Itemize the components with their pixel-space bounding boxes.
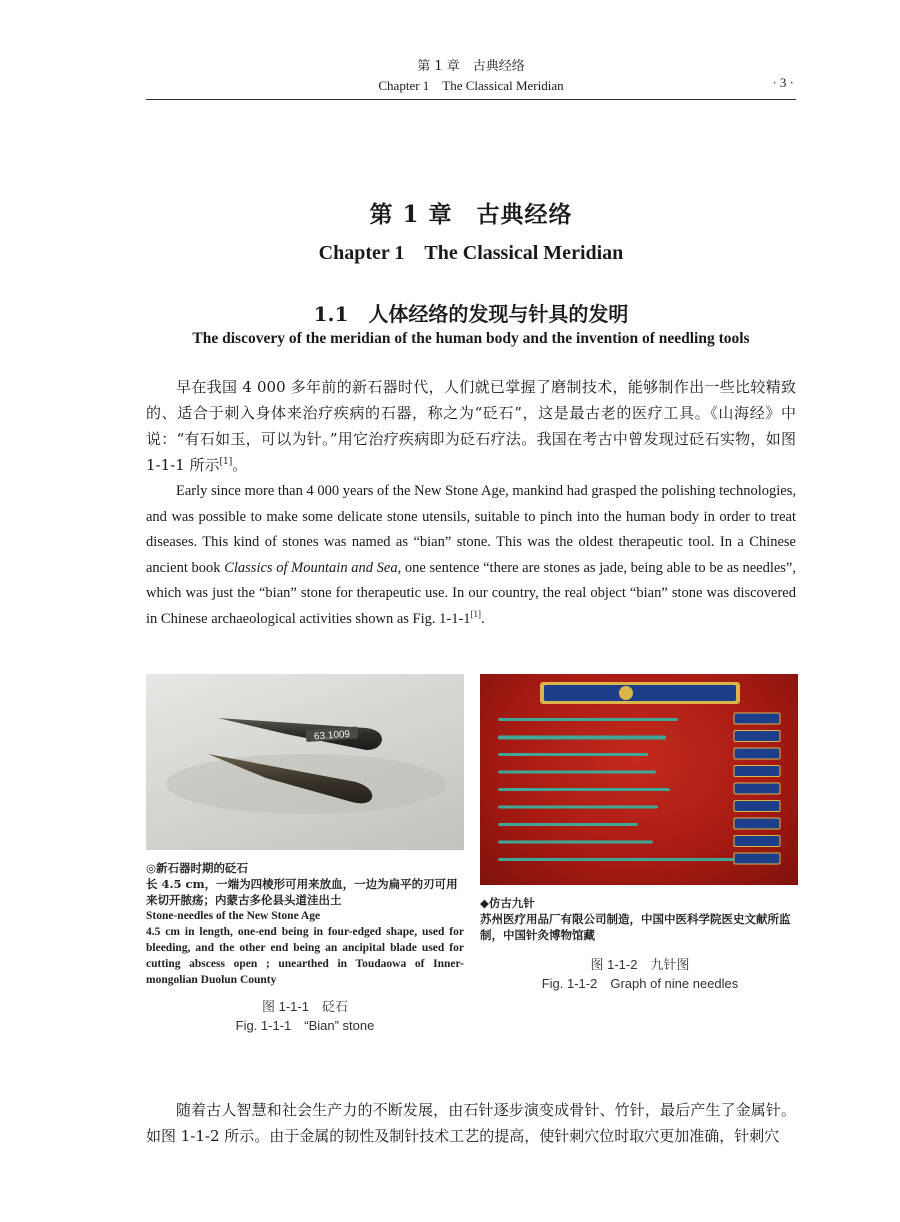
running-header — [146, 55, 796, 100]
needle — [498, 806, 658, 809]
figure2-caption-cn-title: ◆仿古九针 — [480, 896, 535, 910]
needle — [498, 841, 653, 844]
emblem-icon — [619, 686, 633, 700]
nine-needles-photo — [480, 674, 798, 885]
figure1-title-en: Fig. 1-1-1 “Bian” stone — [235, 1018, 375, 1033]
book-title-italic: Classics of Mountain and Sea — [224, 559, 398, 576]
needle-label-plaque — [734, 748, 780, 759]
running-header-chapter-cn: 第 1 章 古典经络 — [417, 59, 525, 74]
paragraph-en-1 — [146, 479, 796, 632]
chapter-title-cn: 第 1 章 古典经络 — [369, 201, 573, 228]
figure2-title-en: Fig. 1-1-2 Graph of nine needles — [541, 976, 739, 991]
figure1-caption-en-body: 4.5 cm in length, one-end being in four-edged shape, used for bleeding, and the other end being an ancipital blade used for cutting abscess open ; unearthed in Toudaowa of Inner-mongolian Duolun County — [146, 926, 464, 986]
needle-label-plaque — [734, 801, 780, 812]
paragraph-cn-2 — [146, 1097, 796, 1149]
needle-label-plaque — [734, 818, 780, 829]
needle-label-plaque — [734, 836, 780, 847]
nine-needles-illustration — [480, 674, 798, 885]
display-title-plaque-inner — [544, 685, 736, 701]
figure2-title-cn: 图 1-1-2 九针图 — [590, 957, 690, 972]
needle-label-plaque — [734, 713, 780, 724]
needle-label-plaque — [734, 731, 780, 742]
needle-label-plaque — [734, 853, 780, 864]
figure1-caption-cn-body: 长 4.5 cm，一端为四棱形可用来放血，一边为扁平的刃可用来切开脓疡；内蒙古多伦县头道洼出土 — [146, 877, 458, 907]
paragraph-en-1-end: . — [481, 610, 485, 627]
citation-ref: [1] — [470, 608, 482, 619]
figure2-caption — [480, 895, 800, 943]
figure1-caption-cn-title: ◎新石器时期的砭石 — [146, 861, 249, 875]
paragraph-en-1-part-a: Early since more than 4 000 years of the New Stone Age, mankind had grasped the polishing technologies, and was possible to make some delicate stone utensils, suitable to pinch into the human body in order to treat diseases. This kind of stones was named as “bian” stone. This was the oldest therapeutic tool. In a Chinese ancient book — [146, 483, 796, 576]
figure2-caption-cn-body: 苏州医疗用品厂有限公司制造，中国中医科学院医史文献所监制，中国针灸博物馆藏 — [480, 912, 791, 942]
page-number: · 3 · — [772, 75, 794, 90]
needle — [498, 823, 638, 826]
running-header-chapter-en: Chapter 1 The Classical Meridian — [378, 78, 564, 93]
section-title-en: The discovery of the meridian of the human body and the invention of needling tools — [192, 330, 750, 347]
citation-ref: [1] — [219, 457, 233, 467]
bian-stone-illustration — [146, 674, 464, 850]
needle — [498, 736, 666, 740]
figure1-caption — [146, 860, 464, 988]
needle — [498, 858, 734, 861]
figure2-title — [480, 955, 800, 993]
needle — [498, 718, 678, 721]
chapter-title-en: Chapter 1 The Classical Meridian — [318, 242, 624, 264]
figure1-title-cn: 图 1-1-1 砭石 — [262, 999, 348, 1014]
paragraph-cn-1-text: 早在我国 4 000 多年前的新石器时代，人们就已掌握了磨制技术，能够制作出一些比较精致的、适合于刺入身体来治疗疾病的石器，称之为“砭石”，这是最古老的医疗工具。《山海经》中说：“有石如玉，可以为针。”用它治疗疾病即为砭石疗法。我国在考古中曾发现过砭石实物，如图 1-1-1 所示 — [146, 378, 796, 474]
needle — [498, 788, 670, 791]
paragraph-cn-1-end: 。 — [232, 456, 248, 474]
paragraph-cn-2-text: 随着古人智慧和社会生产力的不断发展，由石针逐步演变成骨针、竹针，最后产生了金属针。如图 1-1-2 所示。由于金属的韧性及制针技术工艺的提高，使针刺穴位时取穴更加准确，针刺穴 — [146, 1101, 796, 1145]
paragraph-en-1-part-b: , one sentence “there are stones as jade, being able to be as needles”, which was just the “bian” stone for therapeutic use. In our country, the real object “bian” stone was discovered in Chinese archaeological activities shown as Fig. 1-1-1 — [146, 559, 796, 627]
needle — [498, 771, 656, 774]
needle — [498, 753, 648, 756]
figure1-title — [146, 997, 464, 1035]
needle-label-plaque — [734, 766, 780, 777]
figure1-caption-en-title: Stone-needles of the New Stone Age — [146, 910, 321, 922]
needle-label-plaque — [734, 783, 780, 794]
needle-rows — [498, 713, 780, 864]
section-title-cn: 1.1 人体经络的发现与针具的发明 — [313, 302, 629, 326]
bian-stone-photo — [146, 674, 464, 850]
stone-label-text: 63.1009 — [313, 728, 351, 743]
paragraph-cn-1 — [146, 374, 796, 478]
